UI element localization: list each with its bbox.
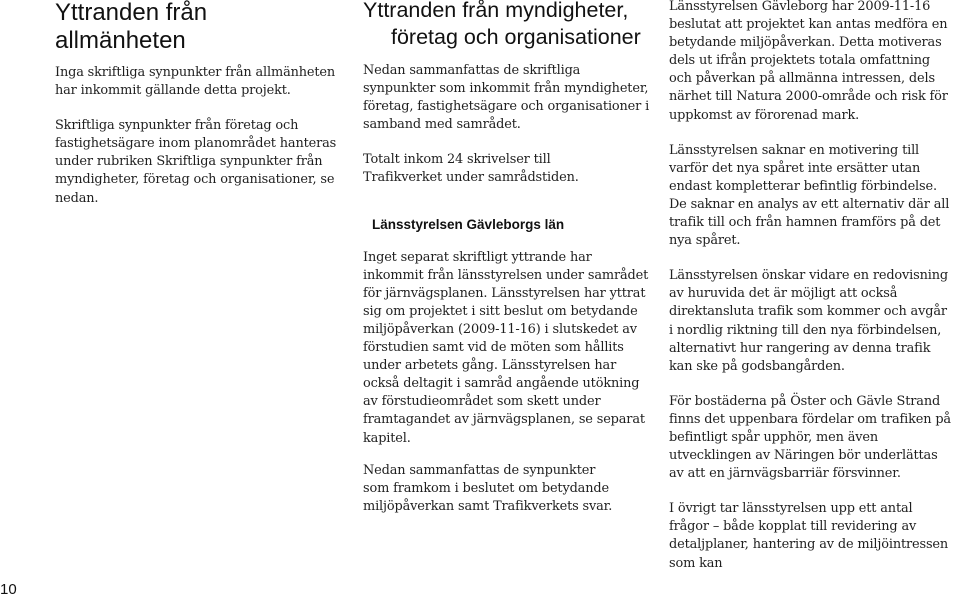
subheading-lansstyrelsen: Länsstyrelsen Gävleborgs län [372,216,565,232]
paragraph: Inga skriftliga synpunkter från allmänheten har inkommit gällande detta projekt. [55,65,336,99]
paragraph: Nedan sammanfattas de skriftliga synpunkter som inkommit från myndigheter, företag, fastighetsägare och organisationer i samband med samrådet. [363,63,650,133]
paragraph: I övrigt tar länsstyrelsen upp ett antal frågor – både kopplat till revidering av detaljplaner, hantering av de miljöintressen som kan [669,501,949,571]
paragraph: Länsstyrelsen önskar vidare en redovisning av huruvida det är möjligt att också direktansluta trafik som kommer och avgår i nordlig riktning till den nya förbindelsen, alternativt hur rangering av denna trafik kan ske på godsbangården. [669,268,948,374]
column-middle [363,0,655,533]
paragraph: Nedan sammanfattas de synpunkter som framkom i beslutet om betydande miljöpåverkan samt Trafikverkets svar. [363,462,613,514]
section-title-authorities [363,0,655,51]
section-title-public: Yttranden från allmänheten [55,0,208,54]
paragraph: Länsstyrelsen Gävleborg har 2009-11-16 beslutat att projektet kan antas medföra en betydande miljöpåverkan. Detta motiveras dels ut ifrån projektets totala omfattning och påverkan på allmänna intressen, dels närhet till Natura 2000-område och risk för uppkomst av förorenad mark. [669,0,948,123]
paragraph: Inget separat skriftligt yttrande har inkommit från länsstyrelsen under samrådet för järnvägsplanen. Länsstyrelsen har yttrat sig om projektet i sitt beslut om betydande miljöpåverkan (2009-11-16) i slutskedet av förstudien samt vid de möten som hållits under arbetets gång. Länsstyrelsen har också deltagit i samråd angående utökning av förstudieområdet som skett under framtagandet av järnvägsplanen, se separat kapitel. [363,249,649,446]
column-left [55,0,343,225]
section-title-line-1: Yttranden från myndigheter, [363,0,629,22]
column-right [669,0,954,590]
paragraph: Skriftliga synpunkter från företag och fastighetsägare inom planområdet hanteras under rubriken Skriftliga synpunkter från myndigheter, företag och organisationer, se nedan. [55,118,337,206]
paragraph: Totalt inkom 24 skrivelser till Trafikverket under samrådstiden. [363,152,579,186]
page-number: 10 [0,581,17,598]
section-title-line-2: företag och organisationer [391,25,641,49]
paragraph: Länsstyrelsen saknar en motivering till varför det nya spåret inte ersätter utan endast kompletterar befintlig förbindelse. De saknar en analys av ett alternativ där all trafik till och från hamnen framförs på det nya spåret. [669,142,950,249]
paragraph: För bostäderna på Öster och Gävle Strand finns det uppenbara fördelar om trafiken på befintligt spår upphör, men även utvecklingen av Näringen bör underlättas av att en järnvägsbarriär försvinner. [669,393,951,482]
